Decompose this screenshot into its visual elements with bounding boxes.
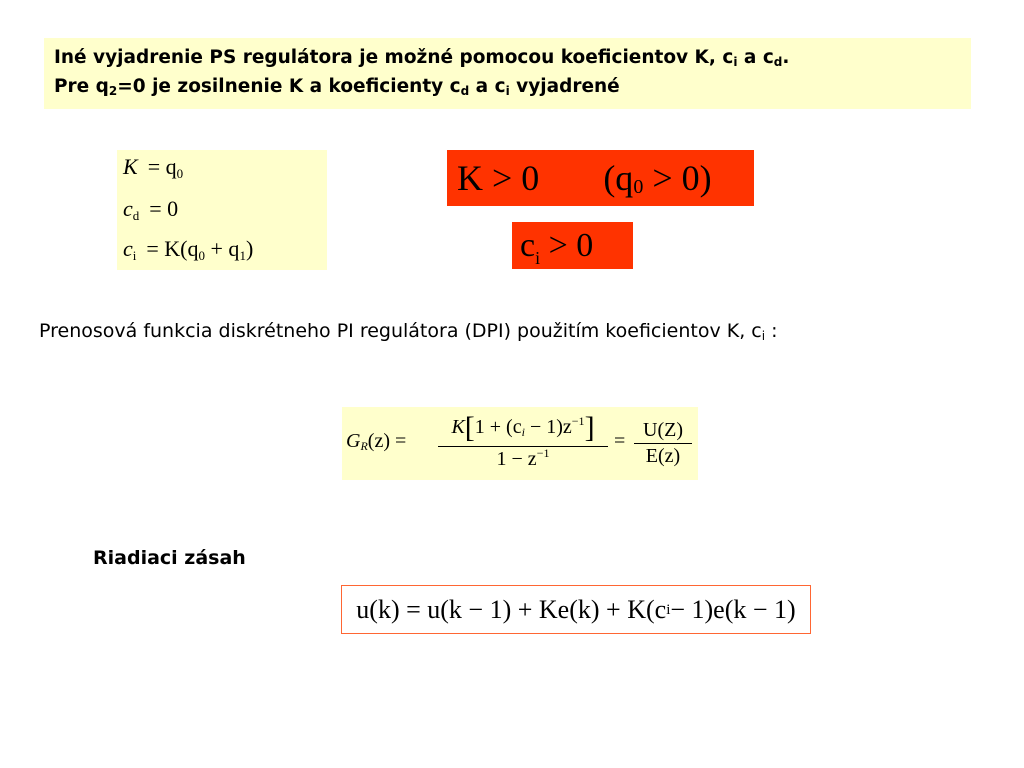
control-action-formula: u(k) = u(k − 1) + Ke(k) + K(c i − 1)e(k − 1): [341, 585, 811, 634]
transfer-fraction-2: [634, 419, 692, 468]
transfer-fraction-1: [438, 411, 608, 471]
coefficient-equations: [117, 150, 327, 270]
condition-q0: $(q_0 > 0)$: [603, 158, 712, 198]
equation-k: $K = q_0$: [123, 154, 184, 181]
equation-cd: $c_d = 0$: [123, 196, 179, 223]
transfer-equals: =: [614, 430, 626, 452]
transfer-denominator-1: $1 - z^{-1}$: [496, 446, 550, 470]
intro-line-2: Pre $q_2=0$ je zosilnenie K a koeficienty $c_d$ a $c_i$ vyjadrené: [54, 76, 620, 98]
condition-k-box: [447, 150, 754, 206]
condition-k: K > 0: [457, 158, 540, 198]
transfer-numerator-1: $K[1 + (c_i - 1)z^{-1}]$: [451, 411, 595, 444]
transfer-lhs: $G_R(z)$ =: [346, 430, 407, 453]
transfer-denominator-2: E(z): [645, 445, 681, 467]
condition-ci-box: [512, 222, 633, 269]
condition-ci: $c_i > 0$: [520, 226, 594, 268]
intro-text-box: [44, 38, 971, 109]
equation-ci: $c_i = K(q_0 + q_1)$: [123, 236, 254, 263]
transfer-function-description: Prenosová funkcia diskrétneho PI regulátora (DPI) použitím koeficientov K, $c_i$ :: [39, 320, 778, 343]
transfer-numerator-2: U(Z): [643, 419, 683, 441]
control-action-label: Riadiaci zásah: [93, 547, 246, 569]
transfer-function-formula: [342, 407, 698, 480]
intro-line-1: Iné vyjadrenie PS regulátora je možné pomocou koeficientov K, $c_i$ a $c_d$.: [54, 47, 790, 69]
